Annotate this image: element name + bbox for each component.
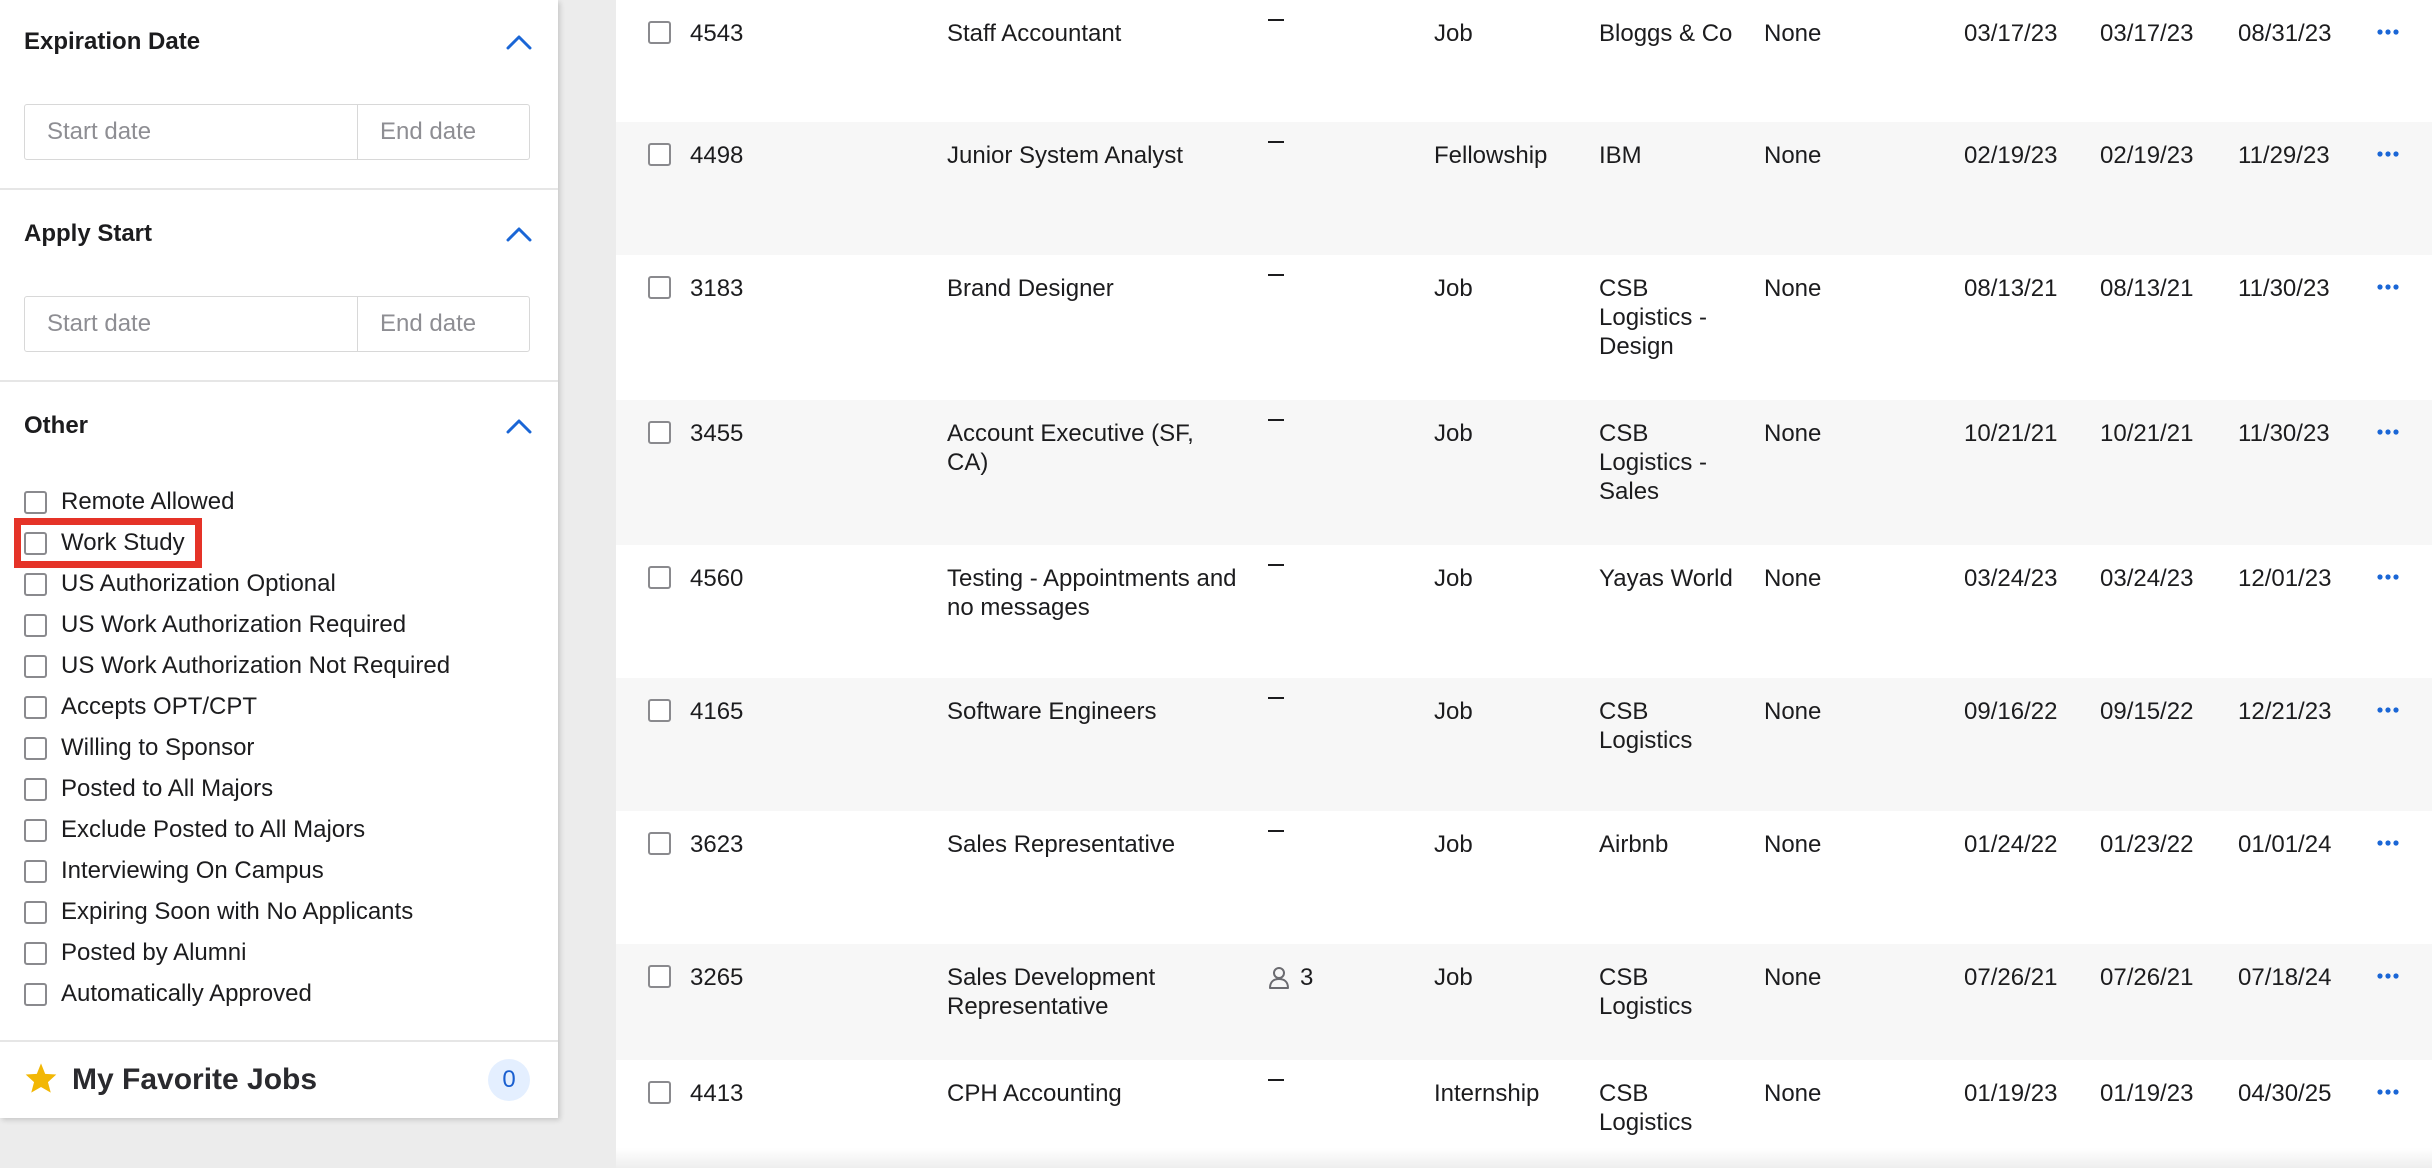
rotation: None [1764, 1080, 1822, 1107]
job-title[interactable]: CPH Accounting [947, 1080, 1122, 1107]
filter-option-posted-by-alumni[interactable] [24, 933, 246, 973]
expiration-date-header[interactable] [24, 22, 534, 62]
expiration-date: 11/30/23 [2238, 275, 2330, 302]
employer: CSB Logistics - Sales [1599, 420, 1708, 505]
apply-start-date: 09/15/22 [2100, 698, 2194, 725]
rotation: None [1764, 698, 1822, 725]
more-actions-icon[interactable] [2368, 269, 2408, 305]
filter-option-label: Exclude Posted to All Majors [61, 816, 366, 843]
filter-sidebar [0, 0, 558, 1118]
date-posted: 10/21/21 [1964, 420, 2058, 447]
filter-option-interviewing-on-campus[interactable] [24, 851, 324, 891]
expiration-date: 12/21/23 [2238, 698, 2332, 725]
expiration-date: 12/01/23 [2238, 565, 2332, 592]
employer: IBM [1599, 142, 1642, 169]
job-title[interactable]: Junior System Analyst [947, 142, 1184, 169]
job-title[interactable]: Sales Representative [947, 831, 1176, 858]
more-actions-icon[interactable] [2368, 559, 2408, 595]
apply-start-date: 03/17/23 [2100, 20, 2194, 47]
empty-dash [1268, 141, 1284, 143]
empty-dash [1268, 274, 1284, 276]
empty-dash [1268, 1079, 1284, 1081]
apply-start-date: 10/21/21 [2100, 420, 2194, 447]
date-posted: 07/26/21 [1964, 964, 2058, 991]
job-type: Job [1434, 275, 1473, 302]
filter-option-posted-to-all-majors[interactable] [24, 769, 273, 809]
row-checkbox[interactable] [648, 699, 671, 722]
more-actions-icon[interactable] [2368, 1074, 2408, 1110]
table-row[interactable] [616, 1060, 2432, 1168]
date-posted: 01/24/22 [1964, 831, 2058, 858]
table-row[interactable] [616, 811, 2432, 944]
table-row[interactable] [616, 545, 2432, 678]
row-checkbox[interactable] [648, 276, 671, 299]
filter-option-label: Expiring Soon with No Applicants [61, 898, 414, 925]
filter-option-label: US Authorization Optional [61, 570, 336, 597]
table-row[interactable] [616, 400, 2432, 545]
applicant-count: 3 [1300, 964, 1314, 991]
expiration-date-title: Expiration Date [24, 28, 201, 55]
more-actions-icon[interactable] [2368, 958, 2408, 994]
more-actions-icon[interactable] [2368, 692, 2408, 728]
chevron-up-icon[interactable] [504, 219, 534, 249]
filter-option-label: Willing to Sponsor [61, 734, 255, 761]
employer: Airbnb [1599, 831, 1669, 858]
other-header[interactable] [24, 406, 534, 446]
job-type: Job [1434, 420, 1473, 447]
applicants-cell [1268, 419, 1284, 421]
rotation: None [1764, 142, 1822, 169]
expiration-date: 01/01/24 [2238, 831, 2332, 858]
job-title[interactable]: Software Engineers [947, 698, 1157, 725]
job-id: 4560 [690, 565, 744, 592]
my-favorite-jobs-bar[interactable] [0, 1040, 558, 1118]
applicants-cell [1268, 564, 1284, 566]
expiration-date-range [24, 104, 530, 160]
checkbox[interactable] [24, 491, 47, 514]
expiration-date: 07/18/24 [2238, 964, 2332, 991]
more-actions-icon[interactable] [2368, 136, 2408, 172]
person-icon [1268, 966, 1290, 990]
date-posted: 01/19/23 [1964, 1080, 2058, 1107]
filter-option-willing-to-sponsor[interactable] [24, 728, 254, 768]
checkbox[interactable] [24, 532, 47, 555]
job-id: 3623 [690, 831, 744, 858]
apply-start-date: 03/24/23 [2100, 565, 2194, 592]
row-checkbox[interactable] [648, 965, 671, 988]
checkbox[interactable] [24, 860, 47, 883]
date-posted: 08/13/21 [1964, 275, 2058, 302]
job-id: 3265 [690, 964, 744, 991]
applicants-cell [1268, 274, 1284, 276]
filter-option-us-work-authorization-not-required[interactable] [24, 646, 450, 686]
apply-start-date: 01/23/22 [2100, 831, 2194, 858]
job-id: 4413 [690, 1080, 744, 1107]
job-type: Fellowship [1434, 142, 1548, 169]
rotation: None [1764, 565, 1822, 592]
filter-option-label: Automatically Approved [61, 980, 312, 1007]
row-checkbox[interactable] [648, 1081, 671, 1104]
job-id: 3455 [690, 420, 744, 447]
job-type: Job [1434, 565, 1473, 592]
applicants-cell [1268, 963, 1313, 992]
apply-start-section [0, 214, 558, 354]
filter-option-label: Posted to All Majors [61, 775, 274, 802]
table-row[interactable] [616, 0, 2432, 122]
filter-option-label: Work Study [61, 529, 185, 556]
checkbox[interactable] [24, 573, 47, 596]
job-id: 4498 [690, 142, 744, 169]
job-type: Job [1434, 831, 1473, 858]
apply-start-date: 08/13/21 [2100, 275, 2194, 302]
filter-option-work-study[interactable] [24, 523, 185, 563]
row-checkbox[interactable] [648, 21, 671, 44]
rotation: None [1764, 964, 1822, 991]
expiration-date-section [0, 22, 558, 162]
apply-start-date: 07/26/21 [2100, 964, 2194, 991]
job-title[interactable]: Staff Accountant [947, 20, 1122, 47]
expiration-date: 11/30/23 [2238, 420, 2330, 447]
filter-option-remote-allowed[interactable] [24, 482, 234, 522]
applicants-cell [1268, 697, 1284, 699]
checkbox[interactable] [24, 942, 47, 965]
job-title[interactable]: Sales Development Representative [947, 964, 1156, 1020]
filter-option-us-authorization-optional[interactable] [24, 564, 336, 604]
row-checkbox[interactable] [648, 143, 671, 166]
more-actions-icon[interactable] [2368, 14, 2408, 50]
section-divider [0, 380, 558, 382]
apply-start-date-range [24, 296, 530, 352]
job-type: Job [1434, 698, 1473, 725]
job-title[interactable]: Testing - Appointments and no messages [947, 565, 1237, 621]
employer: CSB Logistics [1599, 964, 1693, 1020]
applicants-cell [1268, 19, 1284, 21]
expiration-date: 08/31/23 [2238, 20, 2332, 47]
chevron-up-icon[interactable] [504, 411, 534, 441]
empty-dash [1268, 564, 1284, 566]
filter-option-label: Remote Allowed [61, 488, 235, 515]
filter-option-expiring-soon-no-applicants[interactable] [24, 892, 413, 932]
more-actions-icon[interactable] [2368, 825, 2408, 861]
filter-option-us-work-authorization-required[interactable] [24, 605, 406, 645]
applicants-cell [1268, 830, 1284, 832]
date-posted: 03/24/23 [1964, 565, 2058, 592]
checkbox[interactable] [24, 696, 47, 719]
rotation: None [1764, 275, 1822, 302]
table-row[interactable] [616, 255, 2432, 400]
rotation: None [1764, 831, 1822, 858]
date-posted: 09/16/22 [1964, 698, 2058, 725]
table-row[interactable] [616, 944, 2432, 1060]
checkbox[interactable] [24, 614, 47, 637]
employer: CSB Logistics [1599, 1080, 1693, 1136]
applicants-cell [1268, 1079, 1284, 1081]
employer: CSB Logistics - Design [1599, 275, 1708, 360]
expiration-date: 11/29/23 [2238, 142, 2330, 169]
checkbox[interactable] [24, 778, 47, 801]
filter-option-automatically-approved[interactable] [24, 974, 312, 1014]
other-title: Other [24, 412, 89, 439]
date-posted: 03/17/23 [1964, 20, 2058, 47]
empty-dash [1268, 19, 1284, 21]
apply-start-date: 02/19/23 [2100, 142, 2194, 169]
table-row[interactable] [616, 678, 2432, 811]
expiration-start-date-input[interactable] [25, 105, 357, 159]
job-id: 3183 [690, 275, 744, 302]
expiration-date: 04/30/25 [2238, 1080, 2332, 1107]
filter-option-label: US Work Authorization Required [61, 611, 407, 638]
apply-start-date: 01/19/23 [2100, 1080, 2194, 1107]
row-checkbox[interactable] [648, 421, 671, 444]
job-type: Internship [1434, 1080, 1540, 1107]
checkbox[interactable] [24, 983, 47, 1006]
rotation: None [1764, 420, 1822, 447]
row-checkbox[interactable] [648, 566, 671, 589]
filter-option-accepts-opt-cpt[interactable] [24, 687, 257, 727]
job-title[interactable]: Brand Designer [947, 275, 1114, 302]
apply-start-start-date-input[interactable] [25, 297, 357, 351]
date-posted: 02/19/23 [1964, 142, 2058, 169]
my-favorite-jobs-label: My Favorite Jobs [72, 1063, 318, 1096]
more-actions-icon[interactable] [2368, 414, 2408, 450]
filter-option-label: Interviewing On Campus [61, 857, 324, 884]
other-section [0, 406, 558, 446]
filter-option-label: US Work Authorization Not Required [61, 652, 451, 679]
empty-dash [1268, 697, 1284, 699]
job-type: Job [1434, 964, 1473, 991]
rotation: None [1764, 20, 1822, 47]
table-row[interactable] [616, 122, 2432, 255]
filter-option-label: Accepts OPT/CPT [61, 693, 258, 720]
favorite-count-badge: 0 [488, 1059, 530, 1101]
jobs-table [616, 0, 2432, 1168]
chevron-up-icon[interactable] [504, 27, 534, 57]
filter-option-label: Posted by Alumni [61, 939, 247, 966]
job-id: 4543 [690, 20, 744, 47]
employer: CSB Logistics [1599, 698, 1693, 754]
checkbox[interactable] [24, 737, 47, 760]
checkbox[interactable] [24, 901, 47, 924]
row-checkbox[interactable] [648, 832, 671, 855]
applicants-cell [1268, 141, 1284, 143]
checkbox[interactable] [24, 819, 47, 842]
section-divider [0, 188, 558, 190]
empty-dash [1268, 830, 1284, 832]
employer: Bloggs & Co [1599, 20, 1733, 47]
job-id: 4165 [690, 698, 744, 725]
star-icon [24, 1062, 58, 1099]
checkbox[interactable] [24, 655, 47, 678]
job-title[interactable]: Account Executive (SF, CA) [947, 420, 1194, 476]
apply-start-title: Apply Start [24, 220, 153, 247]
empty-dash [1268, 419, 1284, 421]
filter-option-exclude-posted-to-all-majors[interactable] [24, 810, 365, 850]
employer: Yayas World [1599, 565, 1733, 592]
job-type: Job [1434, 20, 1473, 47]
apply-start-header[interactable] [24, 214, 534, 254]
